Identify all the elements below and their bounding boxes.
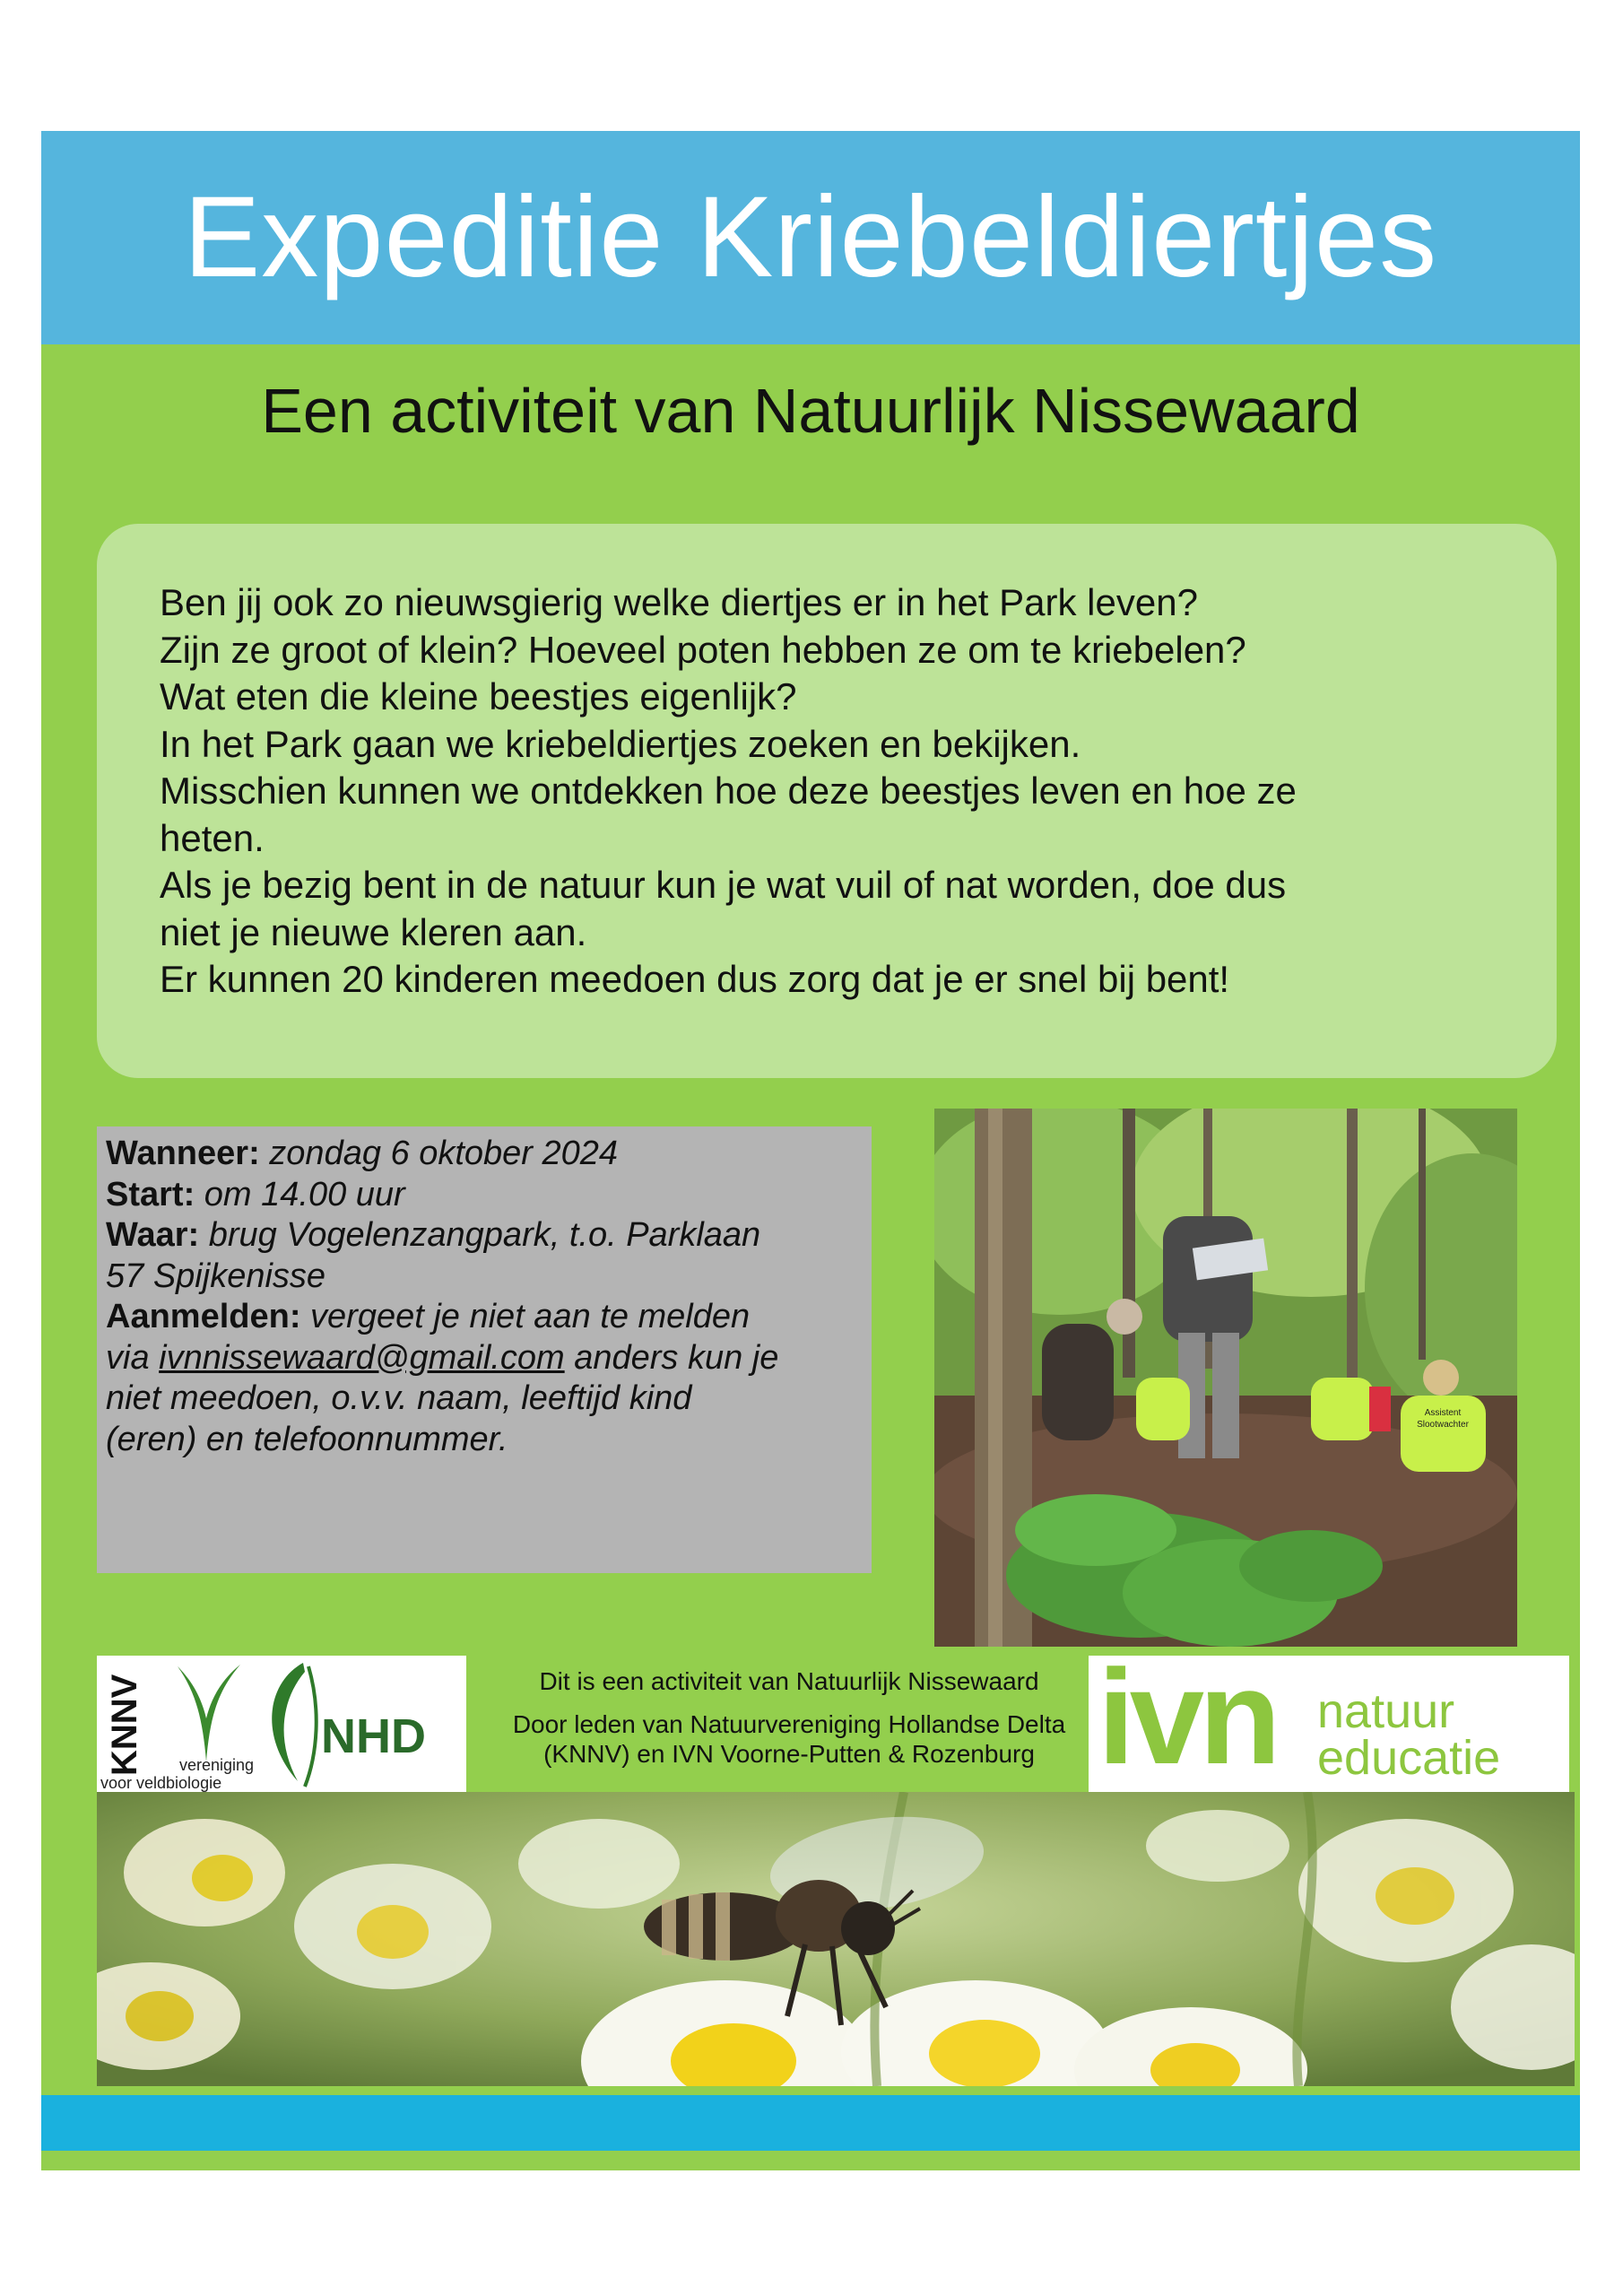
intro-line: In het Park gaan we kriebeldiertjes zoeken en bekijken. <box>160 722 1081 765</box>
register-value: vergeet je niet aan te melden <box>310 1298 751 1335</box>
forest-photo <box>934 1109 1517 1647</box>
bee-flower-illustration <box>97 1792 1575 2086</box>
knnv-leaf-icon <box>178 1665 240 1761</box>
intro-box <box>97 524 1557 1078</box>
when-label: Wanneer: <box>106 1135 260 1172</box>
ivn-sub-text: educatie <box>1317 1731 1501 1785</box>
intro-text <box>160 579 1505 1004</box>
credits <box>466 1666 1112 1770</box>
intro-line: Er kunnen 20 kinderen meedoen dus zorg dat je er snel bij bent! <box>160 958 1230 1000</box>
vest-text: Slootwachter <box>1417 1420 1469 1430</box>
register-label: Aanmelden: <box>106 1298 301 1335</box>
poster <box>41 131 1580 2170</box>
event-info-text <box>106 1134 868 1460</box>
register-via: via <box>106 1338 150 1377</box>
bottom-blue-strip <box>41 2095 1580 2151</box>
register-value-cont: (eren) en telefoonnummer. <box>106 1420 508 1458</box>
knnv-sub-text: vereniging <box>179 1756 255 1774</box>
knnv-logo-text: KNNV <box>105 1674 144 1776</box>
register-value-cont: niet meedoen, o.v.v. naam, leeftijd kind <box>106 1379 692 1417</box>
intro-line: Zijn ze groot of klein? Hoeveel poten hebben ze om te kriebelen? <box>160 628 1246 671</box>
ivn-logo-graphic <box>1089 1656 1569 1792</box>
nhd-leaf-icon <box>272 1663 305 1781</box>
intro-line: heten. <box>160 816 265 859</box>
knnv-nhd-logo <box>97 1656 466 1792</box>
when-value: zondag 6 oktober 2024 <box>269 1135 619 1172</box>
ivn-logo <box>1089 1656 1569 1792</box>
start-value: om 14.00 uur <box>204 1175 405 1213</box>
bee-flower-photo <box>97 1792 1575 2086</box>
forest-photo-illustration <box>934 1109 1517 1647</box>
intro-line: niet je nieuwe kleren aan. <box>160 910 587 953</box>
intro-line: Wat eten die kleine beestjes eigenlijk? <box>160 675 797 718</box>
where-value-cont: 57 Spijkenisse <box>106 1257 326 1295</box>
credits-line: Dit is een activiteit van Natuurlijk Nissewaard <box>539 1667 1039 1695</box>
knnv-sub-text: voor veldbiologie <box>100 1774 222 1792</box>
event-info-box <box>97 1126 872 1573</box>
poster-title: Expeditie Kriebeldiertjes <box>183 173 1438 301</box>
start-label: Start: <box>106 1175 195 1213</box>
nhd-logo-text: NHD <box>321 1709 426 1763</box>
credits-line: Door leden van Natuurvereniging Hollandse Delta <box>512 1709 1066 1738</box>
intro-line: Ben jij ook zo nieuwsgierig welke diertjes er in het Park leven? <box>160 581 1198 623</box>
title-bar <box>41 131 1580 344</box>
register-value-cont: anders kun je <box>574 1338 779 1377</box>
credits-line: (KNNV) en IVN Voorne-Putten & Rozenburg <box>543 1740 1035 1769</box>
intro-line: Als je bezig bent in de natuur kun je wat vuil of nat worden, doe dus <box>160 864 1287 906</box>
email-link[interactable]: ivnnissewaard@gmail.com <box>159 1338 565 1377</box>
poster-subtitle: Een activiteit van Natuurlijk Nissewaard <box>261 376 1360 446</box>
intro-line: Misschien kunnen we ontdekken hoe deze beestjes leven en hoe ze <box>160 770 1297 812</box>
knnv-nhd-logo-graphic <box>97 1656 466 1792</box>
where-value: brug Vogelenzangpark, t.o. Parklaan <box>208 1216 761 1254</box>
ivn-sub-text: natuur <box>1317 1684 1455 1738</box>
vest-text: Assistent <box>1424 1408 1462 1418</box>
where-label: Waar: <box>106 1216 200 1254</box>
ivn-logo-text: ivn <box>1098 1656 1276 1792</box>
